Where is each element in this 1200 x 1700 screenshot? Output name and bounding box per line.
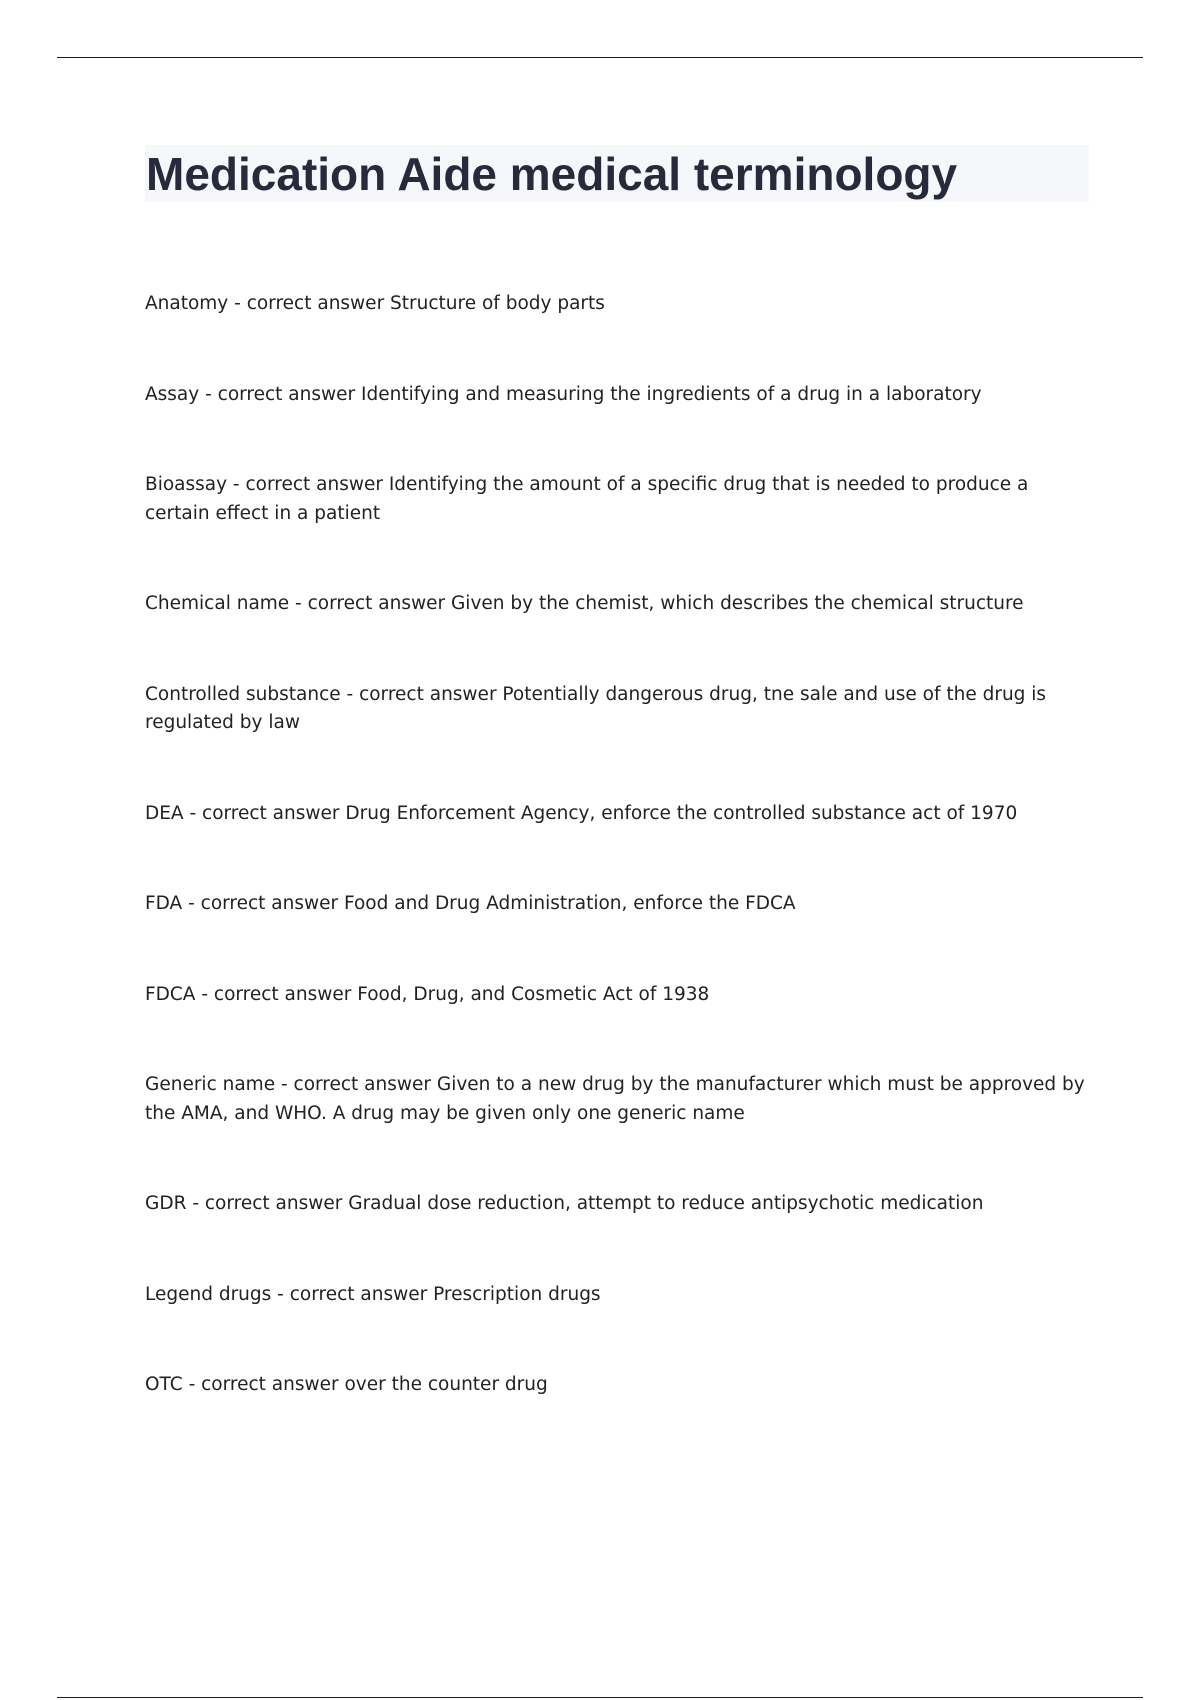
term-entry-dea: DEA - correct answer Drug Enforcement Agency, enforce the controlled substance act of 1970 (145, 802, 1018, 824)
term-entry-legend-drugs: Legend drugs - correct answer Prescription drugs (145, 1283, 601, 1305)
term-entry-gdr: GDR - correct answer Gradual dose reduction, attempt to reduce antipsychotic medication (145, 1193, 984, 1214)
term-entry-controlled-substance: Controlled substance - correct answer Potentially dangerous drug, tne sale and use of the drug is regulated by law (145, 683, 1047, 733)
terminology-list (145, 290, 1090, 1462)
term-entry-anatomy: Anatomy - correct answer Structure of body parts (145, 293, 605, 314)
term-entry-fda: FDA - correct answer Food and Drug Administration, enforce the FDCA (145, 893, 796, 914)
term-entry-generic-name: Generic name - correct answer Given to a new drug by the manufacturer which must be approved by the AMA, and WHO. A drug may be given only one generic name (145, 1074, 1085, 1124)
term-entry-chemical-name: Chemical name - correct answer Given by the chemist, which describes the chemical structure (145, 593, 1024, 614)
term-entry-assay: Assay - correct answer Identifying and measuring the ingredients of a drug in a laboratory (145, 383, 982, 405)
term-entry-bioassay: Bioassay - correct answer Identifying the amount of a specific drug that is needed to produce a certain effect in a patient (145, 474, 1029, 524)
top-rule (57, 57, 1143, 58)
term-entry-fdca: FDCA - correct answer Food, Drug, and Cosmetic Act of 1938 (145, 983, 710, 1005)
document-title: Medication Aide medical terminology (146, 148, 958, 200)
bottom-rule (57, 1697, 1143, 1698)
term-entry-otc: OTC - correct answer over the counter drug (145, 1374, 548, 1395)
